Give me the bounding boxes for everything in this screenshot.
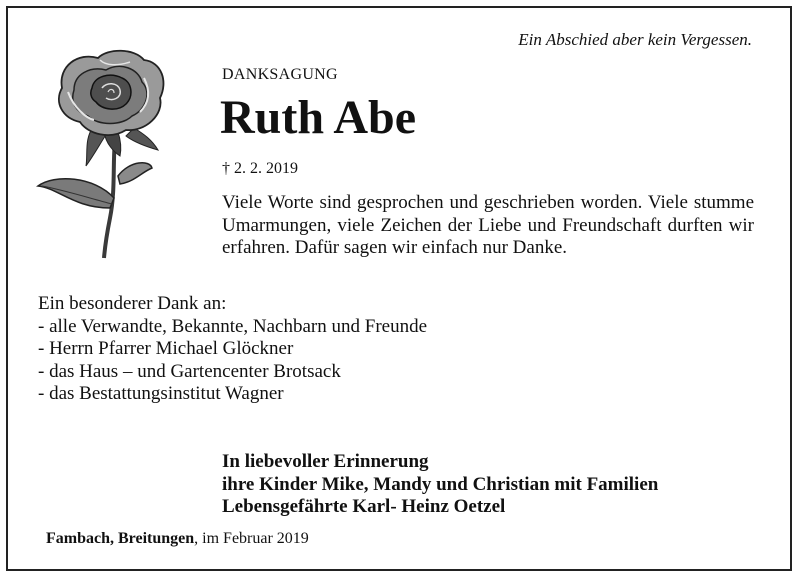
special-thanks (38, 293, 427, 406)
thanks-item: - das Haus – und Gartencenter Brotsack (38, 360, 341, 382)
death-date: † 2. 2. 2019 (222, 160, 298, 177)
notice-heading: DANKSAGUNG (222, 66, 338, 83)
signoff-line: Lebensgefährte Karl- Heinz Oetzel (222, 496, 506, 517)
thanks-item: - Herrn Pfarrer Michael Glöckner (38, 338, 294, 360)
thank-you-message: Viele Worte sind gesprochen und geschrieben worden. Viele stumme Umarmungen, viele Zeichen der Liebe und Freundschaft durften wir erfahren. Dafür sagen wir einfach nur Danke. (222, 192, 754, 258)
thanks-item: - das Bestattungsinstitut Wagner (38, 383, 284, 405)
deceased-name: Ruth Abe (220, 91, 417, 144)
place-name: Fambach, Breitungen (46, 530, 195, 547)
motto: Ein Abschied aber kein Vergessen. (518, 30, 752, 49)
thanks-intro: Ein besonderer Dank an: (38, 293, 227, 314)
signoff-line: ihre Kinder Mike, Mandy und Christian mit Familien (222, 473, 659, 495)
notice-date: , im Februar 2019 (194, 530, 309, 547)
family-signoff (222, 451, 658, 519)
rose-icon (34, 48, 174, 260)
thanks-item: - alle Verwandte, Bekannte, Nachbarn und Freunde (38, 315, 428, 337)
place-and-date (46, 530, 309, 548)
signoff-line: In liebevoller Erinnerung (222, 451, 429, 472)
